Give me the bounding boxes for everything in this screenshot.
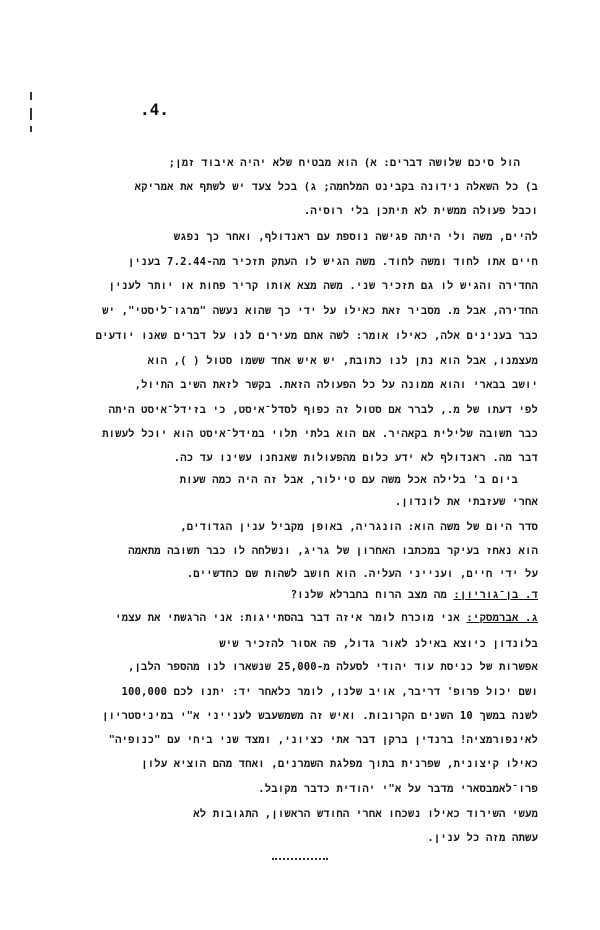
speaker-name: ד. בן־גוריון: xyxy=(453,589,538,601)
text-line: החדירה, אבל מ. מסביר זאת כאילו על ידי כך שהוא נעשה "מרגו־ליסטי", יש xyxy=(102,305,538,317)
page-number: .4. xyxy=(140,100,169,119)
text-line: וכבל פעולה ממשית לא תיתכן בלי רוסיה. xyxy=(303,205,538,217)
text-line: ושם יכול פרופ' דריבר, אויב שלנו, לומר כלאחר יד: יתנו לכם 100,000 xyxy=(121,686,538,698)
text-line: כבר תשובה שלילית בקאהיר. אם הוא בלתי תלוי במידל־איסט הוא יוכל לעשות xyxy=(102,428,538,440)
text-line: עשתה מזה כל ענין. xyxy=(427,832,538,844)
text-line: החדירה והגיש לו גם תזכיר שני. משה מצא אותו קריר פחות או יותר לענין xyxy=(108,280,538,292)
text-line: יושב בבארי והוא ממונה על כל הפעולה הזאת. בקשר לזאת השיב התיול, xyxy=(134,379,538,391)
speech-line xyxy=(115,612,538,625)
speech-line xyxy=(291,589,538,602)
text-line: להיים, משה ולי היתה פגישה נוספת עם ראנדולף, ואחר כך נפגש xyxy=(173,231,538,243)
text-line: כבר בענינים אלה, כאילו אומר: לשה אתם מעירים לנו על דברים שאנו יודעים xyxy=(95,330,538,342)
text-line: לשנה במשך 10 השנים הקרובות. ואיש זה משמשעבש לענייני א"י במיניסטריון xyxy=(102,710,538,722)
text-line: דבר מה. ראנדולף לא ידע כלום מהפעולות שאנחנו עשינו עד כה. xyxy=(173,452,538,464)
text-line: בלונדון כיוצא באילנ לאור גדול, פה אסור להזכיר שיש xyxy=(219,638,538,650)
speaker-name: ג. אברמסקי: xyxy=(466,612,538,624)
text-line: מעצמנו, אבל הוא נתן לנו כתובת, יש איש אחד ששמו סטול ( ), הוא xyxy=(147,355,538,367)
text-line: הוא נאחז בעיקר במכתבו האחרון של גריג, ונשלחה לו כבר תשובה מתאמה xyxy=(128,545,538,557)
footer-divider xyxy=(272,858,328,860)
text-line: אחרי שעזבתי את לונדון. xyxy=(394,496,538,508)
margin-mark xyxy=(30,108,32,120)
margin-mark xyxy=(30,126,32,132)
margin-mark xyxy=(30,92,32,100)
text-line: הול סיכם שלושה דברים: א) הוא מבטיח שלא יהיה איבוד זמן; xyxy=(168,157,520,169)
speech-text: מה מצב הרוח בחברלא שלנו? xyxy=(290,589,447,601)
text-line: לאינפורמציה! ברנדין ברקן דבר אתי כציוני, ומצד שני ביחי עם "כנופיה" xyxy=(108,734,538,746)
text-line: סדר היום של משה הוא: הונגריה, באופן מקביל ענין הגדודים, xyxy=(180,521,538,533)
text-line: פרו־לאמבסארי מדבר על א"י יהודית כדבר מקובל. xyxy=(258,783,538,795)
text-line: אפשרות של כניסת עוד יהודי לסעלה מ-25,000 שנשארו לנו מהספר הלבן, xyxy=(128,661,538,673)
text-line: לפי דעתו של מ., לברר אם סטול זה כפוף לסדל־איסט, כי בזידל־איסט היתה xyxy=(108,404,538,416)
text-line: חיים אתו לחוד ומשה לחוד. משה הגיש לו העתק תזכיר מה-7.2.44 בענין xyxy=(128,256,538,268)
text-line: על ידי חיים, וענייני העליה. הוא חושב לשהות שם כחדשיים. xyxy=(186,568,538,580)
text-line: ביום ב' בלילה אכל משה עם טיילור, אבל זה היה כמה שעות xyxy=(179,474,518,486)
text-line: מעשי השירוד כאילו נשכחו אחרי החודש הראשון, התגובות לא xyxy=(193,808,538,820)
text-line: ב) כל השאלה נידונה בקבינט המלחמה; ג) בכל צעד יש לשתף את אמריקא xyxy=(134,181,538,193)
text-line: כאילו קיצונית, שפרנית בתוך מפלגת השמרנים, ואחד מהם הוציא עלון xyxy=(141,758,538,770)
speech-text: אני מוכרח לומר איזה דבר בהסתייגות: אני הרגשתי את עצמי xyxy=(115,612,460,624)
